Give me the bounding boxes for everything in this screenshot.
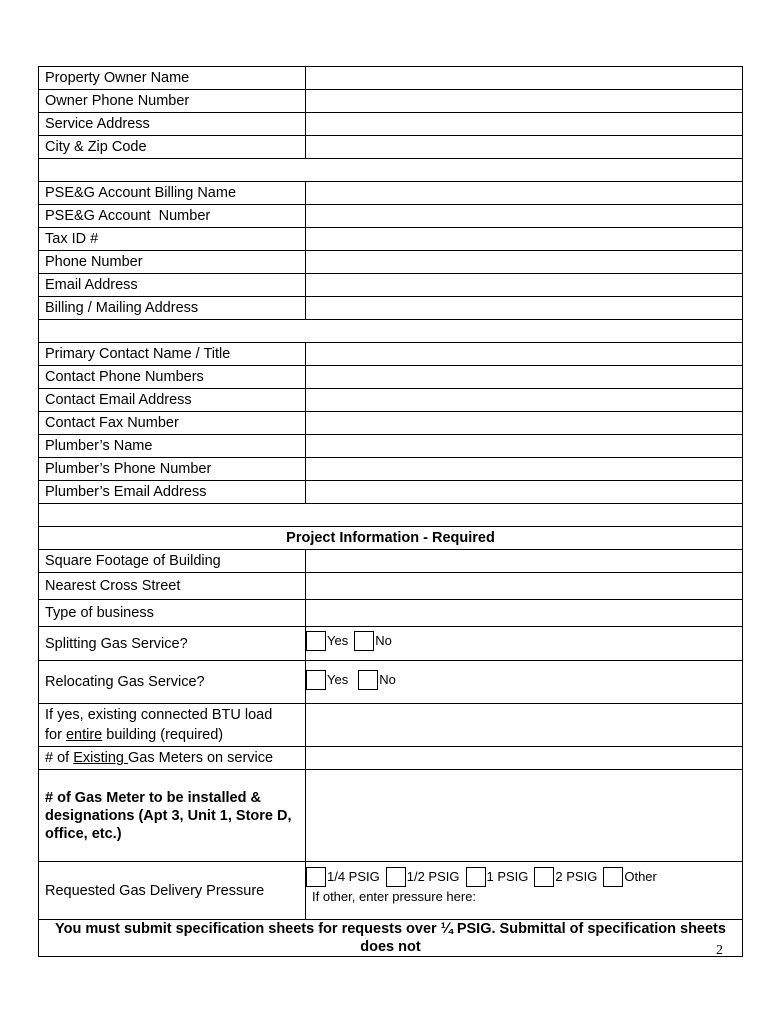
field-label: Type of business	[39, 600, 306, 627]
field-label: Plumber’s Phone Number	[39, 458, 306, 481]
existing-meters-input[interactable]	[306, 747, 743, 770]
pressure-quarter-psig-option[interactable]: 1/4 PSIG	[306, 867, 382, 887]
field-label: Billing / Mailing Address	[39, 297, 306, 320]
tax-id-input[interactable]	[306, 228, 743, 251]
pressure-2-psig-option[interactable]: 2 PSIG	[534, 867, 599, 887]
field-label: City & Zip Code	[39, 136, 306, 159]
plumber-email-input[interactable]	[306, 481, 743, 504]
contact-phone-input[interactable]	[306, 366, 743, 389]
field-label: Phone Number	[39, 251, 306, 274]
specification-note: You must submit specification sheets for requests over ¼ PSIG. Submittal of specification sheets does not	[39, 920, 743, 957]
checkbox[interactable]	[306, 670, 326, 690]
field-label: Tax ID #	[39, 228, 306, 251]
square-footage-input[interactable]	[306, 550, 743, 573]
checkbox[interactable]	[466, 867, 486, 887]
field-label: Splitting Gas Service?	[39, 627, 306, 661]
pressure-1-psig-option[interactable]: 1 PSIG	[466, 867, 531, 887]
spacer-row	[39, 504, 743, 527]
service-address-input[interactable]	[306, 113, 743, 136]
email-address-input[interactable]	[306, 274, 743, 297]
checkbox[interactable]	[534, 867, 554, 887]
plumber-name-input[interactable]	[306, 435, 743, 458]
contact-fax-input[interactable]	[306, 412, 743, 435]
checkbox[interactable]	[358, 670, 378, 690]
page-number: 2	[716, 943, 723, 958]
section-title: Project Information - Required	[39, 527, 743, 550]
field-label: Plumber’s Email Address	[39, 481, 306, 504]
meters-install-input[interactable]	[306, 770, 743, 862]
owner-phone-input[interactable]	[306, 90, 743, 113]
spacer-row	[39, 320, 743, 343]
contact-email-input[interactable]	[306, 389, 743, 412]
field-label: PSE&G Account Number	[39, 205, 306, 228]
billing-address-input[interactable]	[306, 297, 743, 320]
field-label: Owner Phone Number	[39, 90, 306, 113]
field-label: Property Owner Name	[39, 67, 306, 90]
meters-install-label: # of Gas Meter to be installed & designations (Apt 3, Unit 1, Store D, office, etc.)	[39, 770, 306, 862]
primary-contact-input[interactable]	[306, 343, 743, 366]
splitting-no-option[interactable]: No	[354, 631, 394, 651]
field-label: Primary Contact Name / Title	[39, 343, 306, 366]
field-label: Service Address	[39, 113, 306, 136]
checkbox[interactable]	[306, 867, 326, 887]
checkbox[interactable]	[603, 867, 623, 887]
relocating-no-option[interactable]: No	[358, 670, 398, 690]
btu-load-input[interactable]	[306, 704, 743, 747]
field-label: PSE&G Account Billing Name	[39, 182, 306, 205]
field-label: Contact Phone Numbers	[39, 366, 306, 389]
relocating-yes-option[interactable]: Yes	[306, 670, 350, 690]
field-label: Requested Gas Delivery Pressure	[39, 862, 306, 920]
pressure-half-psig-option[interactable]: 1/2 PSIG	[386, 867, 462, 887]
existing-meters-label: # of Existing Gas Meters on service	[39, 747, 306, 770]
spacer-row	[39, 159, 743, 182]
pressure-other-option[interactable]: Other	[603, 867, 659, 887]
field-label: Contact Email Address	[39, 389, 306, 412]
btu-label: If yes, existing connected BTU load for entire building (required)	[39, 704, 306, 747]
field-label: Plumber’s Name	[39, 435, 306, 458]
field-label: Contact Fax Number	[39, 412, 306, 435]
field-label: Relocating Gas Service?	[39, 661, 306, 704]
field-label: Nearest Cross Street	[39, 573, 306, 600]
field-label: Square Footage of Building	[39, 550, 306, 573]
checkbox[interactable]	[386, 867, 406, 887]
property-owner-name-input[interactable]	[306, 67, 743, 90]
city-zip-input[interactable]	[306, 136, 743, 159]
pressure-options	[306, 862, 743, 920]
pressure-other-label: If other, enter pressure here:	[312, 889, 477, 904]
business-type-input[interactable]	[306, 600, 743, 627]
field-label: Email Address	[39, 274, 306, 297]
plumber-phone-input[interactable]	[306, 458, 743, 481]
checkbox[interactable]	[354, 631, 374, 651]
relocating-options	[306, 661, 743, 704]
account-number-input[interactable]	[306, 205, 743, 228]
phone-number-input[interactable]	[306, 251, 743, 274]
billing-name-input[interactable]	[306, 182, 743, 205]
application-form-table	[38, 66, 743, 957]
checkbox[interactable]	[306, 631, 326, 651]
cross-street-input[interactable]	[306, 573, 743, 600]
splitting-options	[306, 627, 743, 661]
splitting-yes-option[interactable]: Yes	[306, 631, 350, 651]
